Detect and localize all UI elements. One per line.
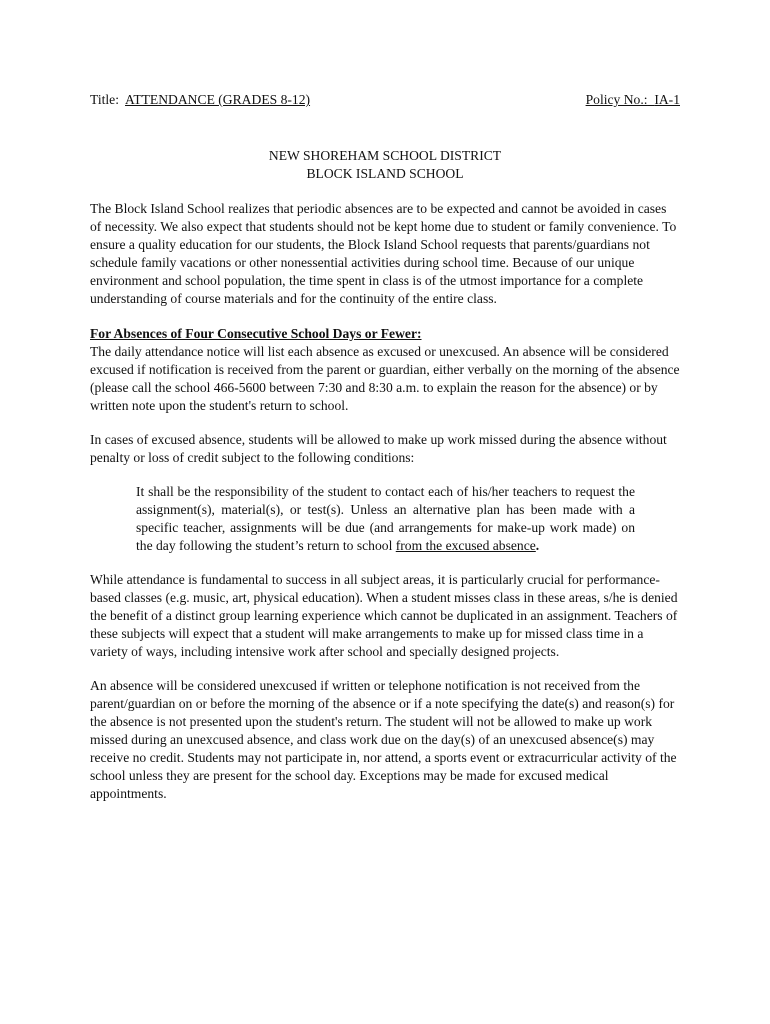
excused-intro-paragraph: In cases of excused absence, students will be allowed to make up work missed during the absence without penalty or loss of credit subject to the following conditions: bbox=[90, 432, 667, 465]
title-value: ATTENDANCE (GRADES 8-12) bbox=[125, 92, 311, 107]
title-label: Title: bbox=[90, 92, 119, 107]
intro-paragraph: The Block Island School realizes that periodic absences are to be expected and cannot be avoided in cases of necessity. We also expect that students should not be kept home due to student or family convenience. To ensure a quality education for our students, the Block Island School requests that parents/guardians not schedule family vacations or other nonessential activities during school time. Because of our unique environment and school population, the time spent in class is of the utmost importance for a complete understanding of course materials and for the continuity of the entire class. bbox=[90, 201, 677, 306]
condition-end: . bbox=[535, 538, 540, 553]
condition-paragraph bbox=[136, 483, 635, 555]
performance-paragraph: While attendance is fundamental to success in all subject areas, it is particularly crucial for performance-based classes (e.g. music, art, physical education). When a student misses class in these areas, s/he is denied the benefit of a distinct group learning experience which cannot be duplicated in an assignment. Teachers of these subjects will expect that a student will make arrangements to make up for missed class time in a variety of ways, including intensive work after school and specially designed projects. bbox=[90, 572, 678, 659]
section-heading-text: For Absences of Four Consecutive School Days or Fewer bbox=[90, 326, 417, 341]
policy-label: Policy No.: bbox=[585, 92, 648, 107]
title-line bbox=[90, 91, 310, 109]
district-name: NEW SHOREHAM SCHOOL DISTRICT bbox=[268, 148, 502, 163]
section-heading-colon: : bbox=[416, 326, 422, 341]
policy-number bbox=[586, 91, 680, 109]
unexcused-paragraph: An absence will be considered unexcused if written or telephone notification is not received from the parent/guardian on or before the morning of the absence or if a note specifying the date(s) and reason(s) for the absence is not presented upon the student's return. The student will not be allowed to make up work missed during an unexcused absence, and class work due on the day(s) of an unexcused absence(s) may receive no credit. Students may not participate in, nor attend, a sports event or extracurricular activity of the school unless they are present for the school day. Exceptions may be made for excused medical appointments. bbox=[90, 678, 677, 801]
school-name: BLOCK ISLAND SCHOOL bbox=[306, 166, 464, 181]
condition-underline: from the excused absence bbox=[395, 538, 536, 553]
policy-document bbox=[90, 91, 680, 803]
section-heading bbox=[90, 325, 680, 343]
district-heading bbox=[90, 147, 680, 183]
notice-paragraph: The daily attendance notice will list each absence as excused or unexcused. An absence will be considered excused if notification is received from the parent or guardian, either verbally on the morning of the absence (please call the school 466-5600 between 7:30 and 8:30 a.m. to explain the reason for the absence) or by written note upon the student's return to school. bbox=[90, 344, 680, 413]
document-header bbox=[90, 91, 680, 111]
policy-value: IA-1 bbox=[654, 92, 680, 107]
condition-text: It shall be the responsibility of the student to contact each of his/her teachers to request the assignment(s), material(s), or test(s). Unless an alternative plan has been made with a specific teacher, assignments will be due (and arrangements for make-up work made) on the day following the student’s return to school bbox=[136, 484, 635, 553]
